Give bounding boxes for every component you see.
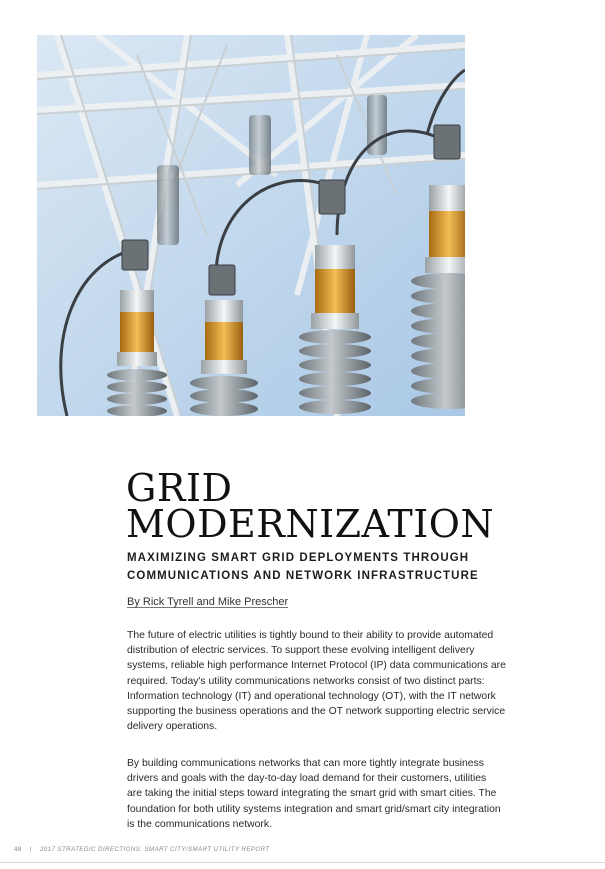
- paragraph-1-line: The future of electric utilities is tightly bound to their ability to provide automated: [127, 630, 494, 641]
- paragraph-1-line: delivery operations.: [127, 721, 218, 733]
- subtitle-line-1: MAXIMIZING SMART GRID DEPLOYMENTS THROUGH: [127, 552, 470, 564]
- article-title: [126, 466, 495, 546]
- paragraph-2-line: foundation for both utility systems integration and smart grid/smart city integration: [127, 803, 501, 815]
- body-paragraph-2: [127, 756, 562, 832]
- paragraph-1-line: required. Today's utility communications networks consist of two distinct parts:: [127, 675, 485, 687]
- title-line-2: MODERNIZATION: [126, 502, 495, 546]
- footer-separator: |: [29, 846, 32, 853]
- substation-illustration: [37, 35, 465, 416]
- paragraph-1-line: systems, reliable high performance Internet Protocol (IP) data communications are: [127, 660, 506, 672]
- page-number: 48: [14, 846, 22, 853]
- paragraph-2-line: are taking the initial steps toward integrating the smart grid with smart cities. The: [127, 788, 497, 800]
- body-paragraph-1: [127, 628, 562, 734]
- paragraph-2-line: By building communications networks that can more tightly integrate business: [127, 758, 484, 769]
- paragraph-1-line: Information technology (IT) and operational technology (OT), with the IT network: [127, 690, 496, 702]
- page-footer: [14, 846, 270, 853]
- paragraph-2-line: drivers and goals with the day-to-day load demand for their customers, utilities: [127, 773, 487, 785]
- title-line-1: GRID: [126, 466, 233, 510]
- paragraph-1-line: supporting the business operations and the OT network supporting electric service: [127, 706, 506, 718]
- paragraph-1-line: distribution of electric services. To support these evolving intelligent delivery: [127, 645, 475, 657]
- author-byline: By Rick Tyrell and Mike Prescher: [127, 596, 289, 608]
- bottom-divider: [0, 862, 605, 863]
- report-title: 2017 STRATEGIC DIRECTIONS: SMART CITY/SMART UTILITY REPORT: [39, 846, 270, 853]
- article-subtitle: [127, 549, 479, 585]
- subtitle-line-2: COMMUNICATIONS AND NETWORK INFRASTRUCTURE: [127, 570, 479, 582]
- substation-photo: [37, 35, 465, 416]
- paragraph-2-line: is the communications network.: [127, 818, 272, 830]
